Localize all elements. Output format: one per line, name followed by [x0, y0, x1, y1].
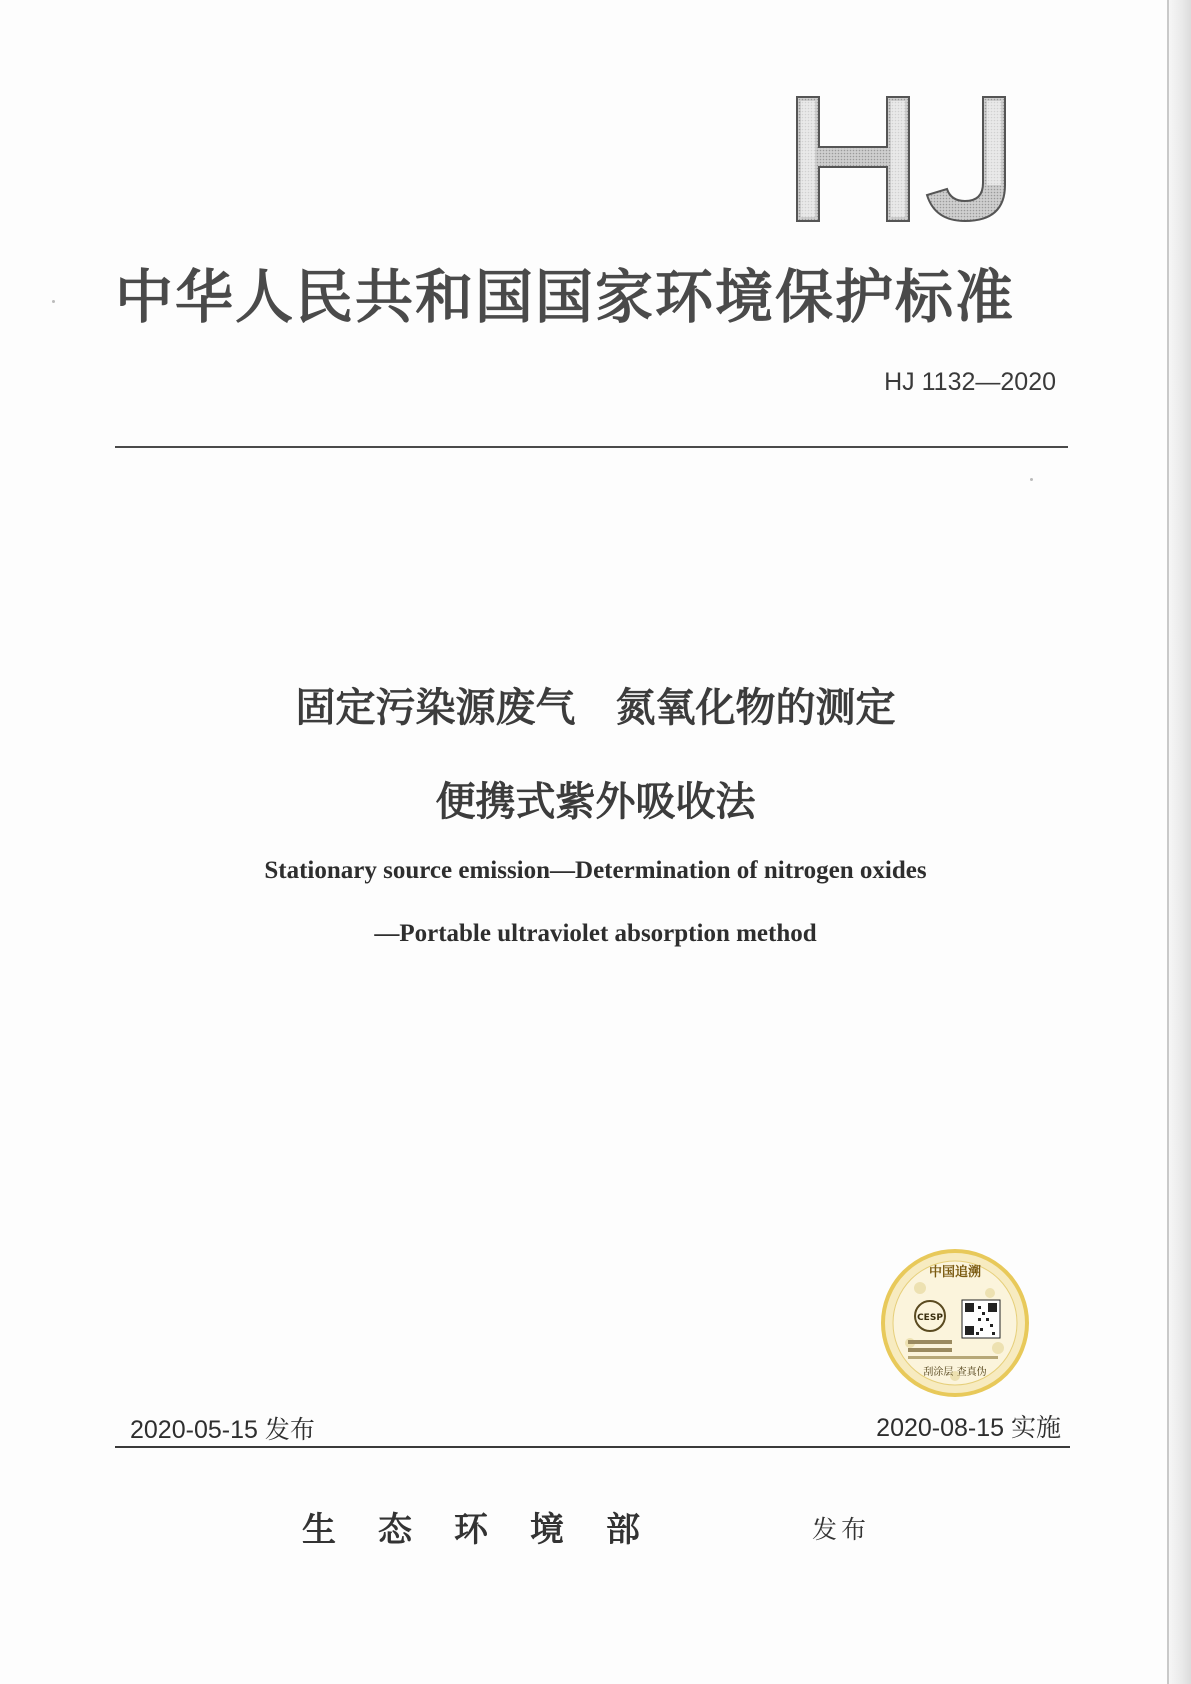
title-zh-line1: 固定污染源废气 氮氧化物的测定: [295, 685, 896, 731]
seal-brand-text: CESP: [917, 1313, 943, 1323]
qr-code: [962, 1300, 1000, 1338]
seal-top-text: 中国追溯: [928, 1265, 982, 1280]
scan-speck: [1030, 478, 1033, 481]
issuer-name: 生 态 环 境 部: [302, 1510, 644, 1550]
issuer-suffix: 发布: [812, 1515, 871, 1544]
issue-date: 2020-05-15 发布: [130, 1416, 315, 1444]
page-edge: [1167, 0, 1191, 1684]
footer-divider: [115, 1446, 1070, 1448]
anti-counterfeit-seal: [880, 1248, 1030, 1398]
national-standard-title: 中华人民共和国国家环境保护标准: [115, 263, 1016, 331]
title-en-line1: Stationary source emission—Determination of nitrogen oxides: [264, 857, 927, 884]
standard-number: HJ 1132—2020: [884, 368, 1056, 396]
title-zh-line2: 便携式紫外吸收法: [435, 779, 756, 825]
seal-bottom-text: 刮涂层 查真伪: [923, 1367, 987, 1378]
implementation-date: 2020-08-15 实施: [876, 1414, 1061, 1442]
hj-logo: [795, 95, 1040, 223]
scan-speck: [52, 300, 55, 303]
title-en-line2: —Portable ultraviolet absorption method: [374, 920, 817, 947]
header-divider: [115, 446, 1068, 448]
